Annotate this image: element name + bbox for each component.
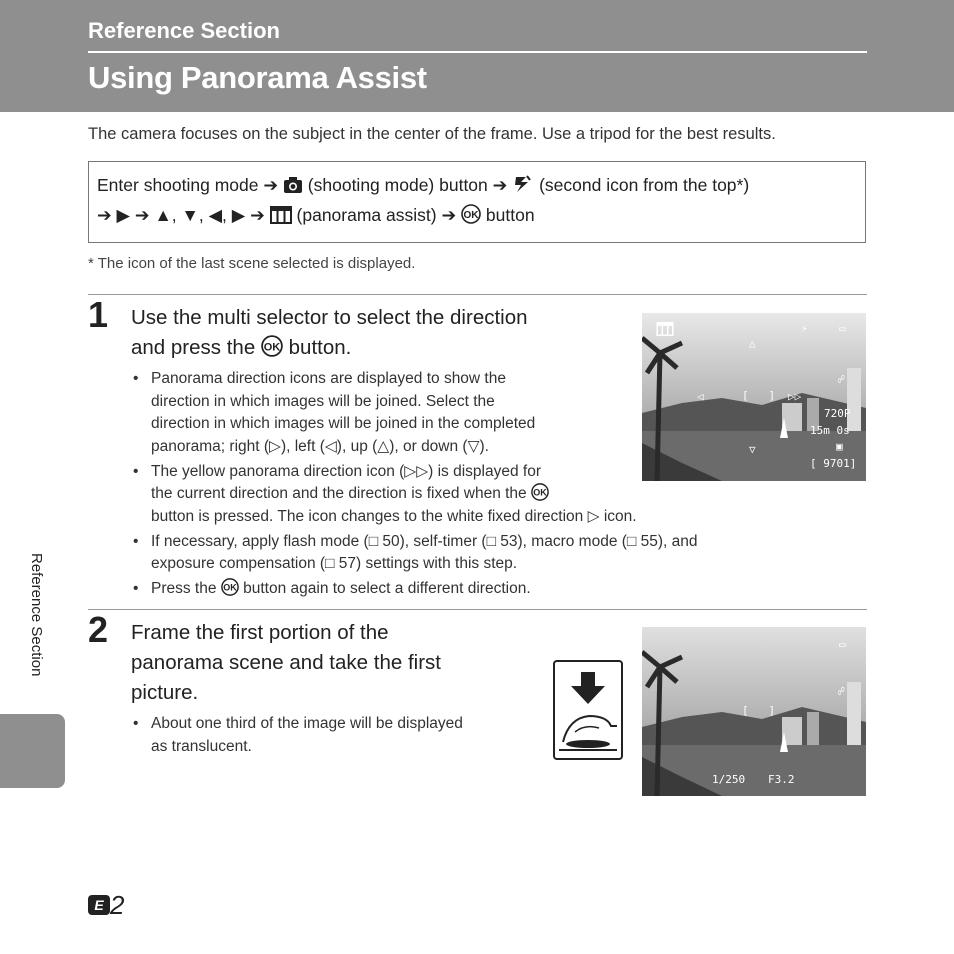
bullet-line: direction in which images will be joined in the completed bbox=[151, 415, 536, 432]
vibration-reduction-icon: ☍ bbox=[838, 373, 845, 386]
svg-text:OK: OK bbox=[533, 487, 547, 498]
step-title-text: button. bbox=[288, 336, 352, 359]
camera-screen-step2 bbox=[642, 627, 866, 796]
step-title-line: panorama scene and take the first bbox=[131, 651, 441, 674]
bullet-text: ), left ( bbox=[280, 437, 325, 455]
right-triangle-icon: ▶ bbox=[116, 205, 131, 225]
step-number: 2 bbox=[88, 609, 109, 650]
section-label: Reference Section bbox=[88, 18, 280, 43]
movie-quality bbox=[824, 407, 851, 420]
image-mode-icon: ▣ bbox=[836, 440, 843, 453]
step-number: 1 bbox=[88, 294, 109, 335]
svg-text:OK: OK bbox=[263, 341, 281, 354]
fixed-direction-icon: ▷ bbox=[587, 507, 600, 525]
bullet-line: • About one third of the image will be displayed bbox=[151, 715, 463, 732]
svg-text:OK: OK bbox=[463, 210, 479, 221]
bullet-text: panorama; right ( bbox=[151, 437, 270, 455]
arrow-icon: ➔ bbox=[97, 205, 112, 225]
list-item bbox=[133, 578, 823, 601]
step-title-line: Use the multi selector to select the direction bbox=[131, 306, 528, 329]
section-divider bbox=[88, 609, 867, 610]
step-title bbox=[131, 618, 441, 708]
movie-time: 15m 0s bbox=[810, 424, 850, 437]
battery-icon: ▭ bbox=[839, 322, 846, 335]
exposures-remaining: [ 9701] bbox=[810, 457, 857, 470]
bullet-text: ), or down ( bbox=[389, 437, 468, 455]
section-divider bbox=[88, 294, 867, 295]
panorama-assist-icon bbox=[656, 322, 674, 336]
arrow-icon: ➔ bbox=[134, 205, 150, 225]
book-reference-icon: □ bbox=[325, 555, 335, 572]
right-direction-icon: ▷▷ bbox=[788, 390, 802, 403]
left-triangle-icon: ◀ bbox=[208, 205, 223, 225]
bullet-line bbox=[151, 553, 823, 576]
left-direction-icon: ◁ bbox=[697, 390, 704, 403]
bullet-line bbox=[151, 506, 823, 529]
procedure-box bbox=[88, 161, 866, 243]
step-title-text: and press the bbox=[131, 336, 256, 359]
flash-icon: ⚡ bbox=[801, 322, 808, 335]
step-title-line bbox=[131, 333, 528, 363]
exposures-count: 9701 bbox=[823, 457, 850, 470]
book-reference-icon: □ bbox=[368, 532, 379, 550]
arrow-icon: ➔ bbox=[250, 205, 265, 225]
step-title bbox=[131, 303, 528, 363]
step-title-line: picture. bbox=[131, 681, 199, 704]
page-number bbox=[88, 890, 124, 921]
svg-text:OK: OK bbox=[223, 582, 237, 593]
bullet-line bbox=[151, 483, 823, 506]
procedure-enter: Enter shooting mode bbox=[97, 175, 259, 195]
arrow-icon: ➔ bbox=[263, 175, 279, 195]
step-title-line: Frame the first portion of the bbox=[131, 621, 389, 644]
intro-text: The camera focuses on the subject in the center of the frame. Use a tripod for the best results. bbox=[88, 125, 776, 143]
bullet-text: 50), self-timer ( bbox=[382, 532, 487, 550]
shutter-press-illustration bbox=[553, 660, 623, 760]
bullet-line bbox=[151, 531, 823, 554]
procedure-second-icon: (second icon from the top*) bbox=[539, 175, 750, 195]
page-title: Using Panorama Assist bbox=[88, 60, 427, 95]
ok-button-icon bbox=[461, 204, 481, 224]
step2-bullets bbox=[133, 713, 533, 761]
camera-icon bbox=[283, 176, 303, 194]
panorama-assist-icon bbox=[270, 206, 292, 224]
battery-icon: ▭ bbox=[839, 638, 846, 651]
book-reference-icon: □ bbox=[626, 532, 637, 550]
aperture: F3.2 bbox=[768, 773, 795, 786]
procedure-line-2: ➔ ▶ ➔ ▲, ▼, ◀, ▶ ➔ (panorama assist) ➔ OK button bbox=[97, 205, 535, 225]
shutter-speed: 1/250 bbox=[712, 773, 746, 786]
bullet-text: 55), and bbox=[640, 532, 698, 550]
up-triangle-icon: ▲ bbox=[154, 205, 172, 225]
list-item bbox=[133, 713, 533, 758]
bullet-text: If necessary, apply flash mode ( bbox=[151, 532, 369, 550]
up-direction-icon: △ bbox=[749, 337, 756, 350]
section-tab bbox=[0, 714, 65, 788]
arrow-icon: ➔ bbox=[441, 205, 457, 225]
bullet-text: Press the bbox=[151, 580, 217, 597]
bullet-text: exposure compensation ( bbox=[151, 555, 326, 572]
ok-button-icon bbox=[531, 483, 549, 501]
procedure-panorama-assist: (panorama assist) bbox=[296, 205, 437, 225]
press-shutter-icon bbox=[555, 662, 621, 758]
focus-brackets: [ ] bbox=[742, 389, 776, 402]
right-triangle-icon: ▶ bbox=[231, 205, 246, 225]
book-reference-icon: □ bbox=[486, 532, 496, 550]
page-header bbox=[0, 0, 954, 112]
side-section-label: Reference Section bbox=[28, 553, 45, 677]
ok-button-icon bbox=[221, 578, 239, 596]
page-number-value: 2 bbox=[110, 890, 125, 920]
reference-section-icon bbox=[88, 895, 110, 915]
bullet-line bbox=[151, 578, 823, 601]
arrow-icon: ➔ bbox=[492, 175, 508, 195]
svg-text:E: E bbox=[94, 897, 104, 913]
down-triangle-icon: ▼ bbox=[181, 205, 199, 225]
procedure-line-1 bbox=[97, 174, 749, 196]
bullet-text: icon. bbox=[603, 507, 637, 525]
scene-icon bbox=[512, 174, 534, 194]
bullet-text: button again to select a different direction. bbox=[243, 580, 531, 597]
bullet-text: ) is displayed for bbox=[428, 462, 541, 480]
bullet-text: button is pressed. The icon changes to the white fixed direction bbox=[151, 507, 584, 525]
bullet-text: ), up ( bbox=[336, 437, 378, 455]
camera-screen-step1 bbox=[642, 313, 866, 481]
bullet-text: the current direction and the direction is fixed when the bbox=[151, 485, 527, 502]
bullet-text: 57) settings with this step. bbox=[338, 555, 518, 572]
procedure-button: button bbox=[485, 205, 535, 225]
header-divider bbox=[88, 51, 867, 53]
bullet-line: • Panorama direction icons are displayed to show the bbox=[151, 370, 506, 387]
bullet-line: direction in which images will be joined. Select the bbox=[151, 392, 495, 410]
procedure-shooting-mode: (shooting mode) button bbox=[307, 175, 488, 195]
right-direction-icon: ▷ bbox=[269, 437, 281, 455]
focus-brackets: [ ] bbox=[742, 704, 776, 717]
bullet-line: as translucent. bbox=[151, 737, 252, 755]
movie-quality-suffix: P bbox=[843, 407, 851, 420]
vibration-reduction-icon: ☍ bbox=[838, 685, 845, 698]
footnote: * The icon of the last scene selected is displayed. bbox=[88, 255, 416, 272]
down-direction-icon: ▽ bbox=[749, 443, 756, 456]
left-direction-icon: ◁ bbox=[324, 437, 337, 455]
movie-quality-value: 720 bbox=[824, 407, 844, 420]
list-item bbox=[133, 531, 823, 576]
up-direction-icon: △ bbox=[377, 437, 390, 455]
yellow-direction-icon: ▷▷ bbox=[404, 462, 429, 480]
bullet-text: The yellow panorama direction icon ( bbox=[151, 462, 405, 480]
ok-button-icon bbox=[261, 335, 283, 357]
down-direction-icon: ▽ bbox=[467, 437, 480, 455]
bullet-text: ). bbox=[479, 437, 489, 455]
bullet-text: 53), macro mode ( bbox=[500, 532, 627, 550]
